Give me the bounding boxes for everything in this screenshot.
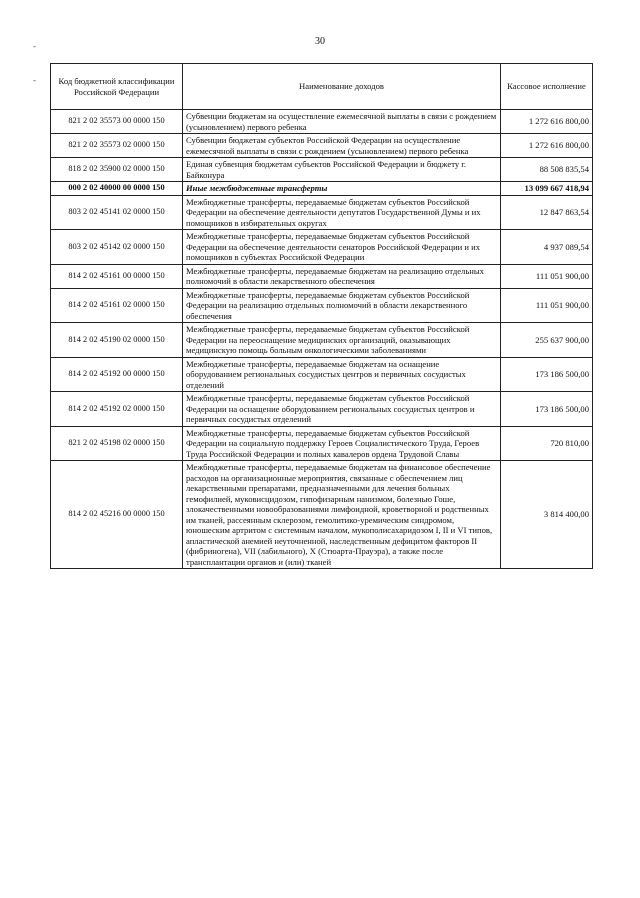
- table-row: [51, 195, 593, 230]
- row-amount: 13 099 667 418,94: [501, 182, 593, 196]
- row-name: Межбюджетные трансферты, передаваемые бюджетам субъектов Российской Федерации на реализацию отдельных полномочий в области лекарственного обеспечения: [183, 288, 501, 323]
- row-amount: 173 186 500,00: [501, 357, 593, 392]
- row-name: Субвенции бюджетам на осуществление ежемесячной выплаты в связи с рождением (усыновлением) первого ребенка: [183, 110, 501, 134]
- row-code: 803 2 02 45142 02 0000 150: [51, 230, 183, 265]
- table-row: [51, 110, 593, 134]
- page-number: 30: [315, 36, 325, 47]
- row-amount: 111 051 900,00: [501, 264, 593, 288]
- row-name: Межбюджетные трансферты, передаваемые бюджетам на финансовое обеспечение расходов на организационные мероприятия, связанные с обеспечением лиц лекарственными препаратами, предназначенными для лечения больных гемофилией, муковисцидозом, гипофизарным нанизмом, болезнью Гоше, злокачественными новообразованиями лимфоидной, кроветворной и родственных им тканей, рассеянным склерозом, гемолитико-уремическим синдромом, юношеским артритом с системным началом, мукополисахаридозом I, II и VI типов, апластической анемией неуточненной, наследственным дефицитом факторов II (фибриногена), VII (лабильного), X (Стюарта-Прауэра), а также после трансплантации органов и (или) тканей: [183, 461, 501, 569]
- table-row: [51, 357, 593, 392]
- row-amount: 88 508 835,54: [501, 158, 593, 182]
- table-row: [51, 158, 593, 182]
- table-row: [51, 230, 593, 265]
- row-name: Межбюджетные трансферты, передаваемые бюджетам на реализацию отдельных полномочий в области лекарственного обеспечения: [183, 264, 501, 288]
- margin-mark: -: [33, 75, 36, 85]
- header-name: Наименование доходов: [183, 64, 501, 110]
- row-amount: 12 847 863,54: [501, 195, 593, 230]
- row-name: Межбюджетные трансферты, передаваемые бюджетам субъектов Российской Федерации на обеспечение деятельности сенаторов Российской Федерации и их помощников в субъектах Российской Федерации: [183, 230, 501, 265]
- table-header-row: [51, 64, 593, 110]
- row-name: Межбюджетные трансферты, передаваемые бюджетам субъектов Российской Федерации на оснащение оборудованием региональных сосудистых центров и первичных сосудистых отделений: [183, 392, 501, 427]
- row-name: Межбюджетные трансферты, передаваемые бюджетам субъектов Российской Федерации на обеспечение деятельности депутатов Государственной Думы и их помощников в избирательных округах: [183, 195, 501, 230]
- revenue-table: [50, 63, 593, 569]
- row-name: Межбюджетные трансферты, передаваемые бюджетам субъектов Российской Федерации на социальную поддержку Героев Социалистического Труда, Героев Труда Российской Федерации и полных кавалеров ордена Трудовой Славы: [183, 426, 501, 461]
- row-code: 000 2 02 40000 00 0000 150: [51, 182, 183, 196]
- table-row: [51, 323, 593, 358]
- row-code: 821 2 02 45198 02 0000 150: [51, 426, 183, 461]
- row-amount: 255 637 900,00: [501, 323, 593, 358]
- row-amount: 111 051 900,00: [501, 288, 593, 323]
- row-name: Иные межбюджетные трансферты: [183, 182, 501, 196]
- row-name: Межбюджетные трансферты, передаваемые бюджетам субъектов Российской Федерации на переоснащение медицинских организаций, оказывающих медицинскую помощь больным онкологическими заболеваниями: [183, 323, 501, 358]
- row-code: 814 2 02 45192 00 0000 150: [51, 357, 183, 392]
- table-row: [51, 392, 593, 427]
- table-row: [51, 426, 593, 461]
- table-row: [51, 461, 593, 569]
- header-amount: Кассовое исполнение: [501, 64, 593, 110]
- table-body: [51, 110, 593, 569]
- row-code: 814 2 02 45216 00 0000 150: [51, 461, 183, 569]
- row-name: Субвенции бюджетам субъектов Российской Федерации на осуществление ежемесячной выплаты в связи с рождением (усыновлением) первого ребенка: [183, 134, 501, 158]
- row-amount: 4 937 089,54: [501, 230, 593, 265]
- row-amount: 3 814 400,00: [501, 461, 593, 569]
- row-amount: 173 186 500,00: [501, 392, 593, 427]
- row-amount: 1 272 616 800,00: [501, 134, 593, 158]
- row-code: 821 2 02 35573 00 0000 150: [51, 110, 183, 134]
- row-code: 814 2 02 45190 02 0000 150: [51, 323, 183, 358]
- table-row: [51, 134, 593, 158]
- row-code: 814 2 02 45161 00 0000 150: [51, 264, 183, 288]
- row-code: 814 2 02 45192 02 0000 150: [51, 392, 183, 427]
- row-name: Единая субвенция бюджетам субъектов Российской Федерации и бюджету г. Байконура: [183, 158, 501, 182]
- table-row: [51, 182, 593, 196]
- row-code: 818 2 02 35900 02 0000 150: [51, 158, 183, 182]
- header-code: Код бюджетной классификации Российской Федерации: [51, 64, 183, 110]
- row-code: 821 2 02 35573 02 0000 150: [51, 134, 183, 158]
- row-code: 814 2 02 45161 02 0000 150: [51, 288, 183, 323]
- margin-mark: -: [33, 41, 36, 51]
- row-amount: 720 810,00: [501, 426, 593, 461]
- row-code: 803 2 02 45141 02 0000 150: [51, 195, 183, 230]
- row-name: Межбюджетные трансферты, передаваемые бюджетам на оснащение оборудованием региональных сосудистых центров и первичных сосудистых отделений: [183, 357, 501, 392]
- row-amount: 1 272 616 800,00: [501, 110, 593, 134]
- table-row: [51, 288, 593, 323]
- table-row: [51, 264, 593, 288]
